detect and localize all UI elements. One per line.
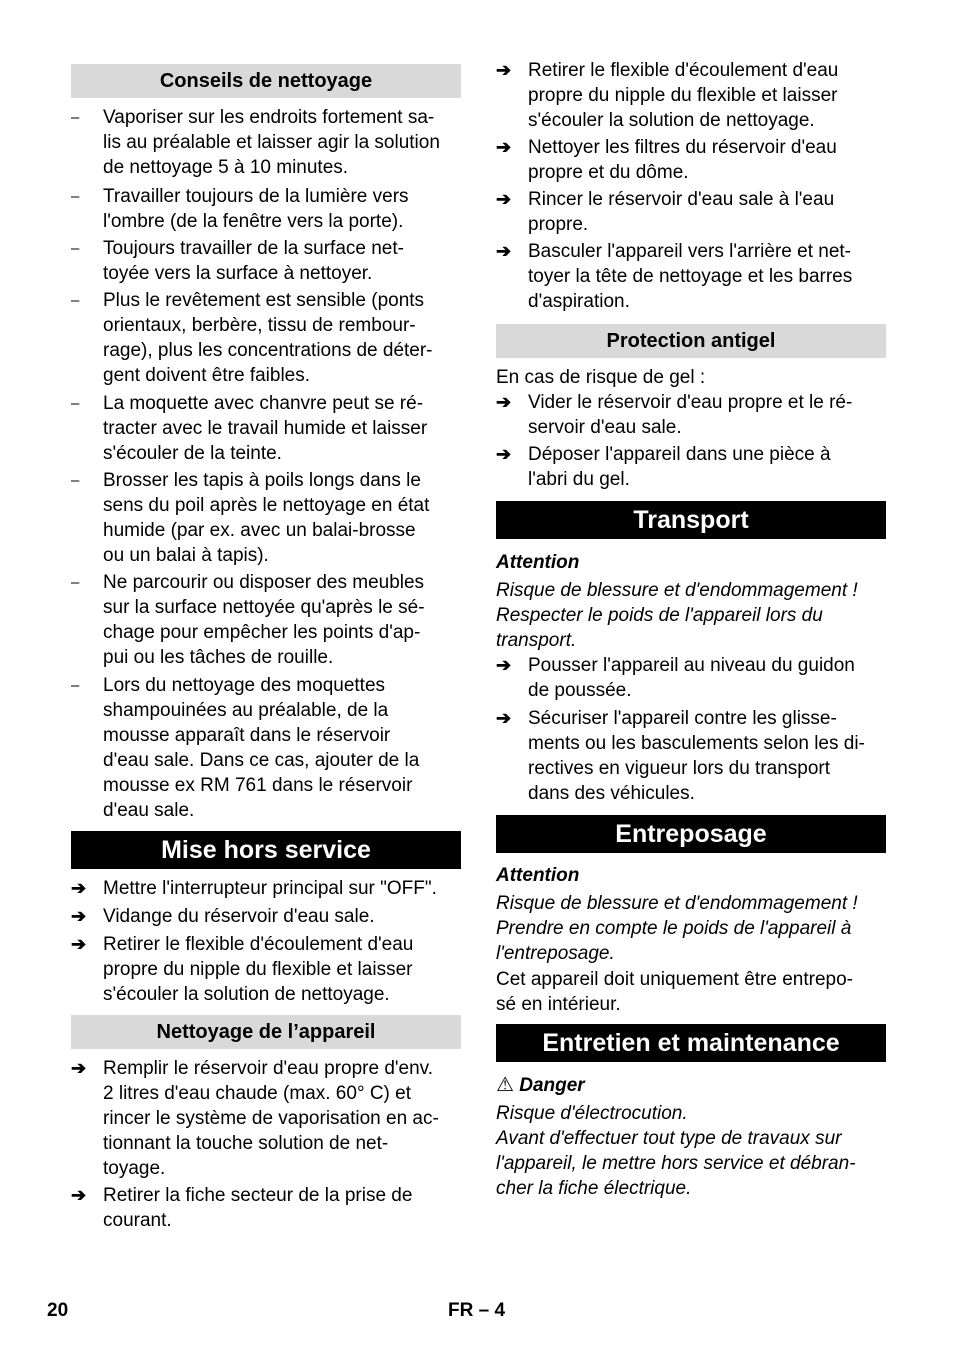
- text-line: Retirer la fiche secteur de la prise de: [103, 1185, 413, 1206]
- text-line: humide (par ex. avec un balai-brosse: [103, 520, 416, 541]
- list-item: [71, 570, 461, 670]
- text-line: shampouinées au préalable, de la: [103, 700, 389, 721]
- text-line: mousse apparaît dans le réservoir: [103, 725, 391, 746]
- list-item-text: [103, 468, 461, 568]
- text-line: La moquette avec chanvre peut se ré-: [103, 393, 424, 414]
- text-line: Vidange du réservoir d'eau sale.: [103, 906, 375, 927]
- text-line: sé en intérieur.: [496, 994, 621, 1015]
- arrow-bullet-icon: ➔: [496, 444, 512, 464]
- antigel-intro: En cas de risque de gel :: [496, 367, 706, 388]
- list-item: [71, 932, 461, 1007]
- text-line: servoir d'eau sale.: [528, 417, 682, 438]
- entreposage-heading: Entreposage: [496, 815, 886, 853]
- text-line: toyage.: [103, 1158, 166, 1179]
- text-line: propre.: [528, 214, 589, 235]
- list-item: [496, 442, 886, 492]
- arrow-bullet-icon: ➔: [496, 60, 512, 80]
- dash-bullet: –: [71, 395, 80, 412]
- text-line: Vaporiser sur les endroits fortement sa-: [103, 107, 435, 128]
- text-line: d'eau sale.: [103, 800, 195, 821]
- text-line: gent doivent être faibles.: [103, 365, 311, 386]
- text-line: tionnant la touche solution de net-: [103, 1133, 389, 1154]
- list-item-text: [528, 187, 886, 237]
- text-line: ou un balai à tapis).: [103, 545, 269, 566]
- dash-bullet: –: [71, 292, 80, 309]
- list-item: [71, 288, 461, 388]
- list-item-text: [103, 1183, 461, 1233]
- section-page-label: FR – 4: [448, 1300, 506, 1321]
- text-line: l'ombre (de la fenêtre vers la porte).: [103, 211, 404, 232]
- text-line: Retirer le flexible d'écoulement d'eau: [103, 934, 414, 955]
- text-line: Plus le revêtement est sensible (ponts: [103, 290, 425, 311]
- list-item-text: [528, 390, 886, 440]
- arrow-bullet-icon: ➔: [71, 906, 87, 926]
- text-line: tracter avec le travail humide et laisser: [103, 418, 428, 439]
- list-item-text: [528, 239, 886, 314]
- transport-heading: Transport: [496, 501, 886, 539]
- mise-hors-service-heading: Mise hors service: [71, 831, 461, 869]
- list-item: [71, 1056, 461, 1181]
- arrow-bullet-icon: ➔: [496, 392, 512, 412]
- list-item-text: [103, 932, 461, 1007]
- text-line: de poussée.: [528, 680, 632, 701]
- text-line: 2 litres d'eau chaude (max. 60° C) et: [103, 1083, 411, 1104]
- text-line: transport.: [496, 630, 577, 651]
- conseils-heading: Conseils de nettoyage: [71, 64, 461, 98]
- text-line: de nettoyage 5 à 10 minutes.: [103, 157, 349, 178]
- text-line: Retirer le flexible d'écoulement d'eau: [528, 60, 839, 81]
- text-line: orientaux, berbère, tissu de rembour-: [103, 315, 416, 336]
- text-line: Risque d'électrocution.: [496, 1103, 688, 1124]
- text-line: Vider le réservoir d'eau propre et le ré-: [528, 392, 853, 413]
- list-item: [496, 390, 886, 440]
- list-item: [71, 904, 461, 929]
- list-item: [71, 105, 461, 180]
- text-line: s'écouler la solution de nettoyage.: [528, 110, 815, 131]
- list-item-text: [103, 570, 461, 670]
- list-item-text: [528, 653, 886, 703]
- list-item-text: [103, 288, 461, 388]
- text-line: l'appareil, le mettre hors service et débran-: [496, 1153, 856, 1174]
- text-line: toyée vers la surface à nettoyer.: [103, 263, 373, 284]
- text-line: rincer le système de vaporisation en ac-: [103, 1108, 439, 1129]
- dash-bullet: –: [71, 472, 80, 489]
- arrow-bullet-icon: ➔: [496, 655, 512, 675]
- text-line: Mettre l'interrupteur principal sur "OFF".: [103, 878, 437, 899]
- text-line: rage), plus les concentrations de déter-: [103, 340, 433, 361]
- arrow-bullet-icon: ➔: [71, 1185, 87, 1205]
- danger-label: Danger: [519, 1075, 585, 1096]
- list-item: [496, 135, 886, 185]
- text-line: Avant d'effectuer tout type de travaux sur: [496, 1128, 842, 1149]
- dash-bullet: –: [71, 109, 80, 126]
- list-item-text: [103, 1056, 461, 1181]
- list-item-text: [103, 876, 461, 901]
- text-line: propre du nipple du flexible et laisser: [103, 959, 413, 980]
- entreposage-attention-label: Attention: [496, 865, 580, 886]
- dash-bullet: –: [71, 188, 80, 205]
- text-line: chage pour empêcher les points d'ap-: [103, 622, 421, 643]
- text-line: lis au préalable et laisser agir la solution: [103, 132, 440, 153]
- text-line: Prendre en compte le poids de l'appareil à: [496, 918, 852, 939]
- text-line: s'écouler la solution de nettoyage.: [103, 984, 390, 1005]
- list-item: [71, 673, 461, 823]
- list-item-text: [103, 236, 461, 286]
- text-line: l'abri du gel.: [528, 469, 630, 490]
- text-line: Risque de blessure et d'endommagement !: [496, 580, 858, 601]
- text-line: Nettoyer les filtres du réservoir d'eau: [528, 137, 837, 158]
- list-item: [496, 58, 886, 133]
- danger-label-row: [496, 1072, 886, 1098]
- text-line: sur la surface nettoyée qu'après le sé-: [103, 597, 425, 618]
- list-item: [496, 706, 886, 806]
- text-line: pui ou les tâches de rouille.: [103, 647, 334, 668]
- list-item-text: [103, 105, 461, 180]
- text-line: Remplir le réservoir d'eau propre d'env.: [103, 1058, 434, 1079]
- arrow-bullet-icon: ➔: [496, 189, 512, 209]
- text-line: dans des véhicules.: [528, 783, 695, 804]
- arrow-bullet-icon: ➔: [71, 1058, 87, 1078]
- text-line: s'écouler de la teinte.: [103, 443, 282, 464]
- text-line: Lors du nettoyage des moquettes: [103, 675, 386, 696]
- list-item: [496, 239, 886, 314]
- entretien-heading: Entretien et maintenance: [496, 1024, 886, 1062]
- text-line: mousse ex RM 761 dans le réservoir: [103, 775, 413, 796]
- arrow-bullet-icon: ➔: [71, 878, 87, 898]
- list-item-text: [103, 391, 461, 466]
- list-item: [71, 876, 461, 901]
- list-item: [71, 184, 461, 234]
- dash-bullet: –: [71, 240, 80, 257]
- text-line: Toujours travailler de la surface net-: [103, 238, 404, 259]
- list-item-text: [103, 673, 461, 823]
- text-line: courant.: [103, 1210, 172, 1231]
- list-item: [496, 187, 886, 237]
- text-line: Risque de blessure et d'endommagement !: [496, 893, 858, 914]
- arrow-bullet-icon: ➔: [496, 137, 512, 157]
- text-line: Pousser l'appareil au niveau du guidon: [528, 655, 855, 676]
- arrow-bullet-icon: ➔: [496, 708, 512, 728]
- list-item-text: [528, 58, 886, 133]
- list-item: [71, 1183, 461, 1233]
- dash-bullet: –: [71, 574, 80, 591]
- text-line: Sécuriser l'appareil contre les glisse-: [528, 708, 837, 729]
- text-line: propre et du dôme.: [528, 162, 689, 183]
- nettoyage-appareil-heading: Nettoyage de l’appareil: [71, 1015, 461, 1049]
- text-line: Travailler toujours de la lumière vers: [103, 186, 409, 207]
- text-line: sens du poil après le nettoyage en état: [103, 495, 430, 516]
- text-line: Brosser les tapis à poils longs dans le: [103, 470, 421, 491]
- list-item-text: [528, 706, 886, 806]
- text-line: Respecter le poids de l'appareil lors du: [496, 605, 823, 626]
- text-line: l'entreposage.: [496, 943, 615, 964]
- list-item-text: [103, 184, 461, 234]
- text-line: d'eau sale. Dans ce cas, ajouter de la: [103, 750, 420, 771]
- text-line: Cet appareil doit uniquement être entrepo-: [496, 969, 854, 990]
- list-item: [71, 236, 461, 286]
- text-line: propre du nipple du flexible et laisser: [528, 85, 838, 106]
- protection-antigel-heading: Protection antigel: [496, 324, 886, 358]
- list-item: [71, 468, 461, 568]
- text-line: Ne parcourir ou disposer des meubles: [103, 572, 425, 593]
- text-line: cher la fiche électrique.: [496, 1178, 692, 1199]
- text-line: d'aspiration.: [528, 291, 630, 312]
- text-line: rectives en vigueur lors du transport: [528, 758, 831, 779]
- warning-triangle-icon: ⚠: [496, 1072, 514, 1096]
- arrow-bullet-icon: ➔: [71, 934, 87, 954]
- text-line: Déposer l'appareil dans une pièce à: [528, 444, 831, 465]
- list-item: [496, 653, 886, 703]
- dash-bullet: –: [71, 677, 80, 694]
- text-line: ments ou les basculements selon les di-: [528, 733, 865, 754]
- arrow-bullet-icon: ➔: [496, 241, 512, 261]
- list-item: [71, 391, 461, 466]
- list-item-text: [528, 442, 886, 492]
- text-line: Basculer l'appareil vers l'arrière et net-: [528, 241, 851, 262]
- transport-attention-label: Attention: [496, 552, 580, 573]
- text-line: Rincer le réservoir d'eau sale à l'eau: [528, 189, 835, 210]
- text-line: toyer la tête de nettoyage et les barres: [528, 266, 853, 287]
- list-item-text: [103, 904, 461, 929]
- page-number: 20: [47, 1300, 69, 1321]
- list-item-text: [528, 135, 886, 185]
